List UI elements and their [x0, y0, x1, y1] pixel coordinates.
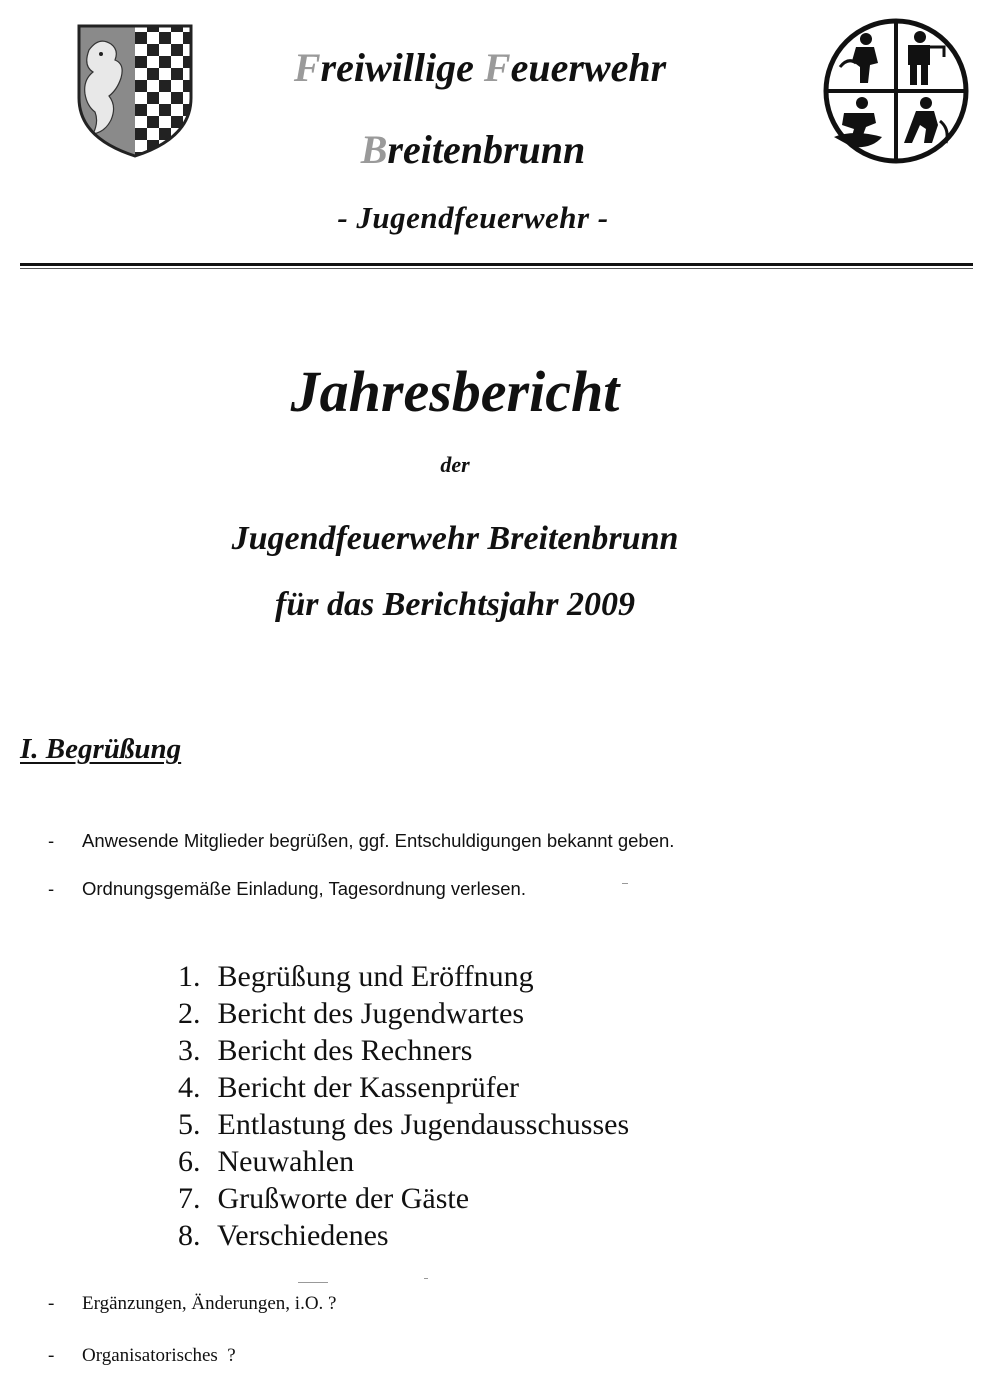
page-title: Jahresbericht [290, 359, 620, 424]
organization-location: Breitenbrunn [360, 127, 586, 172]
scan-speck [424, 1278, 428, 1279]
bullet-dash: - [48, 1293, 55, 1314]
title-connector: der [440, 452, 470, 477]
agenda-item: 2. Bericht des Jugendwartes [178, 997, 525, 1030]
agenda-item: 8. Verschiedenes [178, 1219, 389, 1252]
scan-speck [622, 883, 628, 884]
header-divider [20, 263, 973, 266]
subtitle-year: für das Berichtsjahr 2009 [275, 586, 635, 623]
agenda-item: 1. Begrüßung und Eröffnung [178, 960, 534, 993]
bullet-text: Ordnungsgemäße Einladung, Tagesordnung verlesen. [82, 878, 526, 899]
bullet-dash: - [48, 878, 55, 899]
agenda-item: 3. Bericht des Rechners [178, 1034, 473, 1067]
fire-brigade-emblem-icon [822, 17, 970, 165]
list-item [48, 1293, 337, 1315]
bullet-text: Organisatorisches ? [82, 1345, 236, 1366]
section-heading: I. Begrüßung [20, 733, 182, 765]
agenda-item: 7. Grußworte der Gäste [178, 1182, 470, 1215]
bullet-text: Anwesende Mitglieder begrüßen, ggf. Entschuldigungen bekannt geben. [82, 830, 675, 851]
list-item [48, 878, 526, 900]
agenda-item: 6. Neuwahlen [178, 1145, 355, 1178]
bullet-dash: - [48, 830, 55, 851]
bullet-text: Ergänzungen, Änderungen, i.O. ? [82, 1293, 337, 1314]
scan-speck [298, 1282, 328, 1283]
organization-department: - Jugendfeuerwehr - [337, 200, 609, 235]
agenda-list [178, 958, 629, 1254]
agenda-item: 4. Bericht der Kassenprüfer [178, 1071, 520, 1104]
organization-name: Freiwillige Feuerwehr [293, 45, 667, 90]
agenda-item: 5. Entlastung des Jugendausschusses [178, 1108, 630, 1141]
list-item [48, 830, 674, 852]
subtitle-organization: Jugendfeuerwehr Breitenbrunn [231, 520, 679, 557]
bullet-dash: - [48, 1345, 55, 1366]
list-item [48, 1345, 236, 1367]
header-divider-thin [20, 268, 973, 269]
